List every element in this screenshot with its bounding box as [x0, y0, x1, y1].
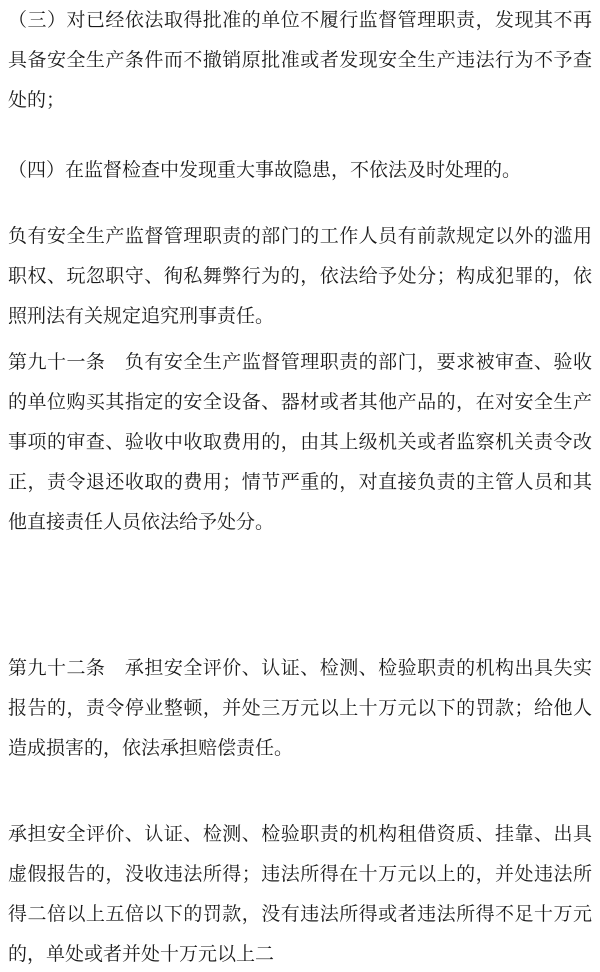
paragraph-article-91: 第九十一条 负有安全生产监督管理职责的部门，要求被审查、验收的单位购买其指定的安全设备、器材或者其他产品的，在对安全生产事项的审查、验收中收取费用的，由其上级机关或者监察机关责令改正，责令退还收取的费用；情节严重的，对直接负责的主管人员和其他直接责任人员依法给予处分。: [8, 351, 592, 533]
paragraph-article-92-continued: 承担安全评价、认证、检测、检验职责的机构租借资质、挂靠、出具虚假报告的，没收违法所得；违法所得在十万元以上的，并处违法所得二倍以上五倍以下的罚款，没有违法所得或者违法所得不足十万元的，单处或者并处十万元以上二: [8, 823, 592, 965]
paragraph-article-92: 第九十二条 承担安全评价、认证、检测、检验职责的机构出具失实报告的，责令停业整顿，并处三万元以上十万元以下的罚款；给他人造成损害的，依法承担赔偿责任。: [8, 657, 592, 759]
paragraph-staff-liability: 负有安全生产监督管理职责的部门的工作人员有前款规定以外的滥用职权、玩忽职守、徇私舞弊行为的，依法给予处分；构成犯罪的，依照刑法有关规定追究刑事责任。: [8, 225, 592, 327]
paragraph-item-4: （四）在监督检查中发现重大事故隐患，不依法及时处理的。: [8, 159, 522, 181]
paragraph-item-3: （三）对已经依法取得批准的单位不履行监督管理职责，发现其不再具备安全生产条件而不撤销原批准或者发现安全生产违法行为不予查处的；: [8, 9, 592, 111]
